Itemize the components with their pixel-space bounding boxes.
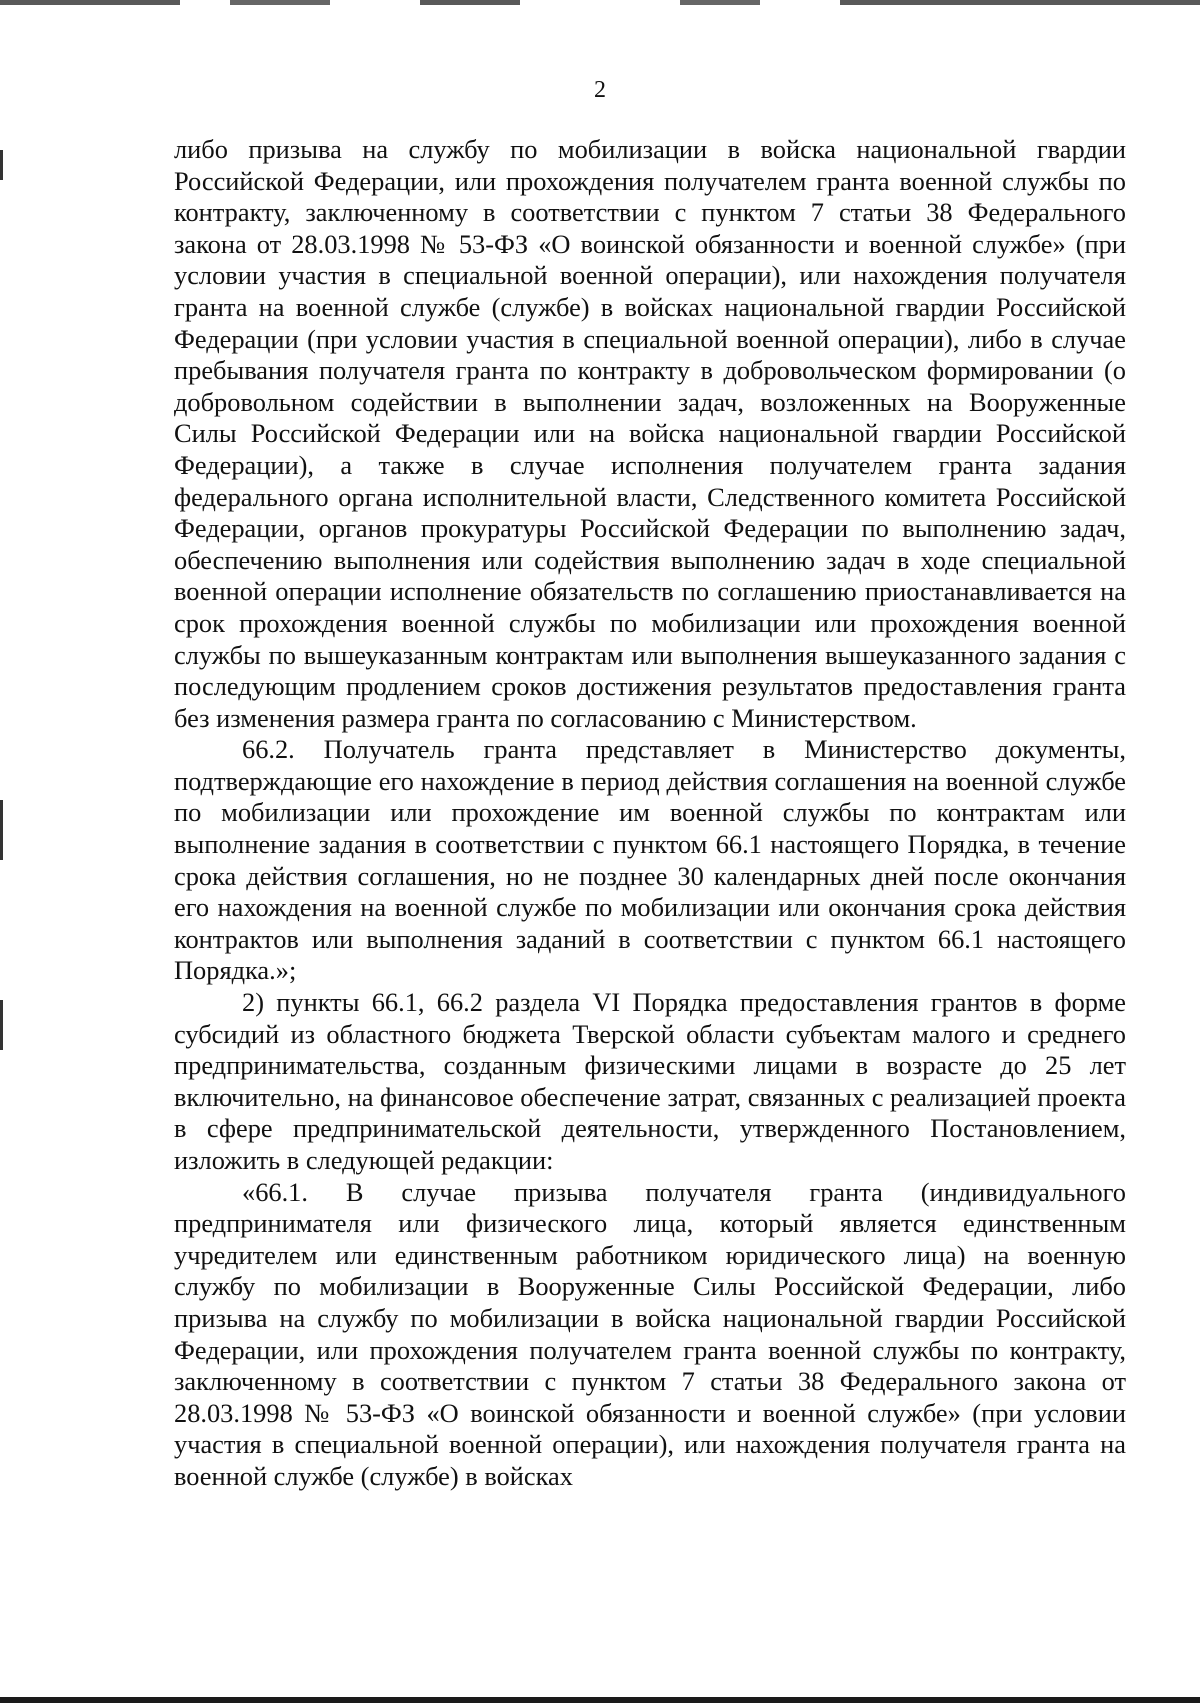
paragraph-66-2: 66.2. Получатель гранта представляет в Министерство документы, подтверждающие его нахождение в период действия соглашения на военной службе по мобилизации или прохождение им военной службы по контрактам или выполнение задания в соответствии с пунктом 66.1 настоящего Порядка, в течение срока действия соглашения, но не позднее 30 календарных дней после окончания его нахождения на военной службе по мобилизации или окончания срока действия контрактов или выполнения заданий в соответствии с пунктом 66.1 настоящего Порядка.»; bbox=[174, 734, 1126, 986]
page-number: 2 bbox=[594, 77, 606, 103]
scan-edge-mark bbox=[0, 150, 3, 180]
paragraph-66-1-quoted: «66.1. В случае призыва получателя гранта (индивидуального предпринимателя или физического лица, который является единственным учредителем или единственным работником юридического лица) на военную службу по мобилизации в Вооруженные Силы Российской Федерации, либо призыва на службу по мобилизации в войска национальной гвардии Российской Федерации, или прохождения получателем гранта военной службы по контракту, заключенному в соответствии с пунктом 7 статьи 38 Федерального закона от 28.03.1998 № 53-ФЗ «О воинской обязанности и военной службе» (при условии участия в специальной военной операции), или нахождения получателя гранта на военной службе (службе) в войсках bbox=[174, 1176, 1126, 1491]
paragraph-continuation: либо призыва на службу по мобилизации в войска национальной гвардии Российской Федерации, или прохождения получателем гранта военной службы по контракту, заключенному в соответствии с пунктом 7 статьи 38 Федерального закона от 28.03.1998 № 53-ФЗ «О воинской обязанности и военной службе» (при условии участия в специальной военной операции), или нахождения получателя гранта на военной службе (службе) в войсках национальной гвардии Российской Федерации (при условии участия в специальной военной операции), либо в случае пребывания получателя гранта по контракту в добровольческом формировании (о добровольном содействии в выполнении задач, возложенных на Вооруженные Силы Российской Федерации или на войска национальной гвардии Российской Федерации), а также в случае исполнения получателем гранта задания федерального органа исполнительной власти, Следственного комитета Российской Федерации, органов прокуратуры Российской Федерации по выполнению задач, обеспечению выполнения или содействия выполнению задач в ходе специальной военной операции исполнение обязательств по соглашению приостанавливается на срок прохождения военной службы по мобилизации или прохождения военной службы по вышеуказанным контрактам или выполнения вышеуказанного задания с последующим продлением сроков достижения результатов предоставления гранта без изменения размера гранта по согласованию с Министерством. bbox=[174, 134, 1126, 733]
document-body bbox=[174, 134, 1126, 1493]
scan-edge-mark bbox=[0, 1000, 3, 1050]
scan-bottom-edge bbox=[0, 1697, 1200, 1703]
scan-edge-mark bbox=[0, 800, 3, 860]
paragraph-item-2: 2) пункты 66.1, 66.2 раздела VI Порядка предоставления грантов в форме субсидий из областного бюджета Тверской области субъектам малого и среднего предпринимательства, созданным физическими лицами в возрасте до 25 лет включительно, на финансовое обеспечение затрат, связанных с реализацией проекта в сфере предпринимательской деятельности, утвержденного Постановлением, изложить в следующей редакции: bbox=[174, 987, 1126, 1175]
scan-top-edge bbox=[0, 0, 1200, 5]
